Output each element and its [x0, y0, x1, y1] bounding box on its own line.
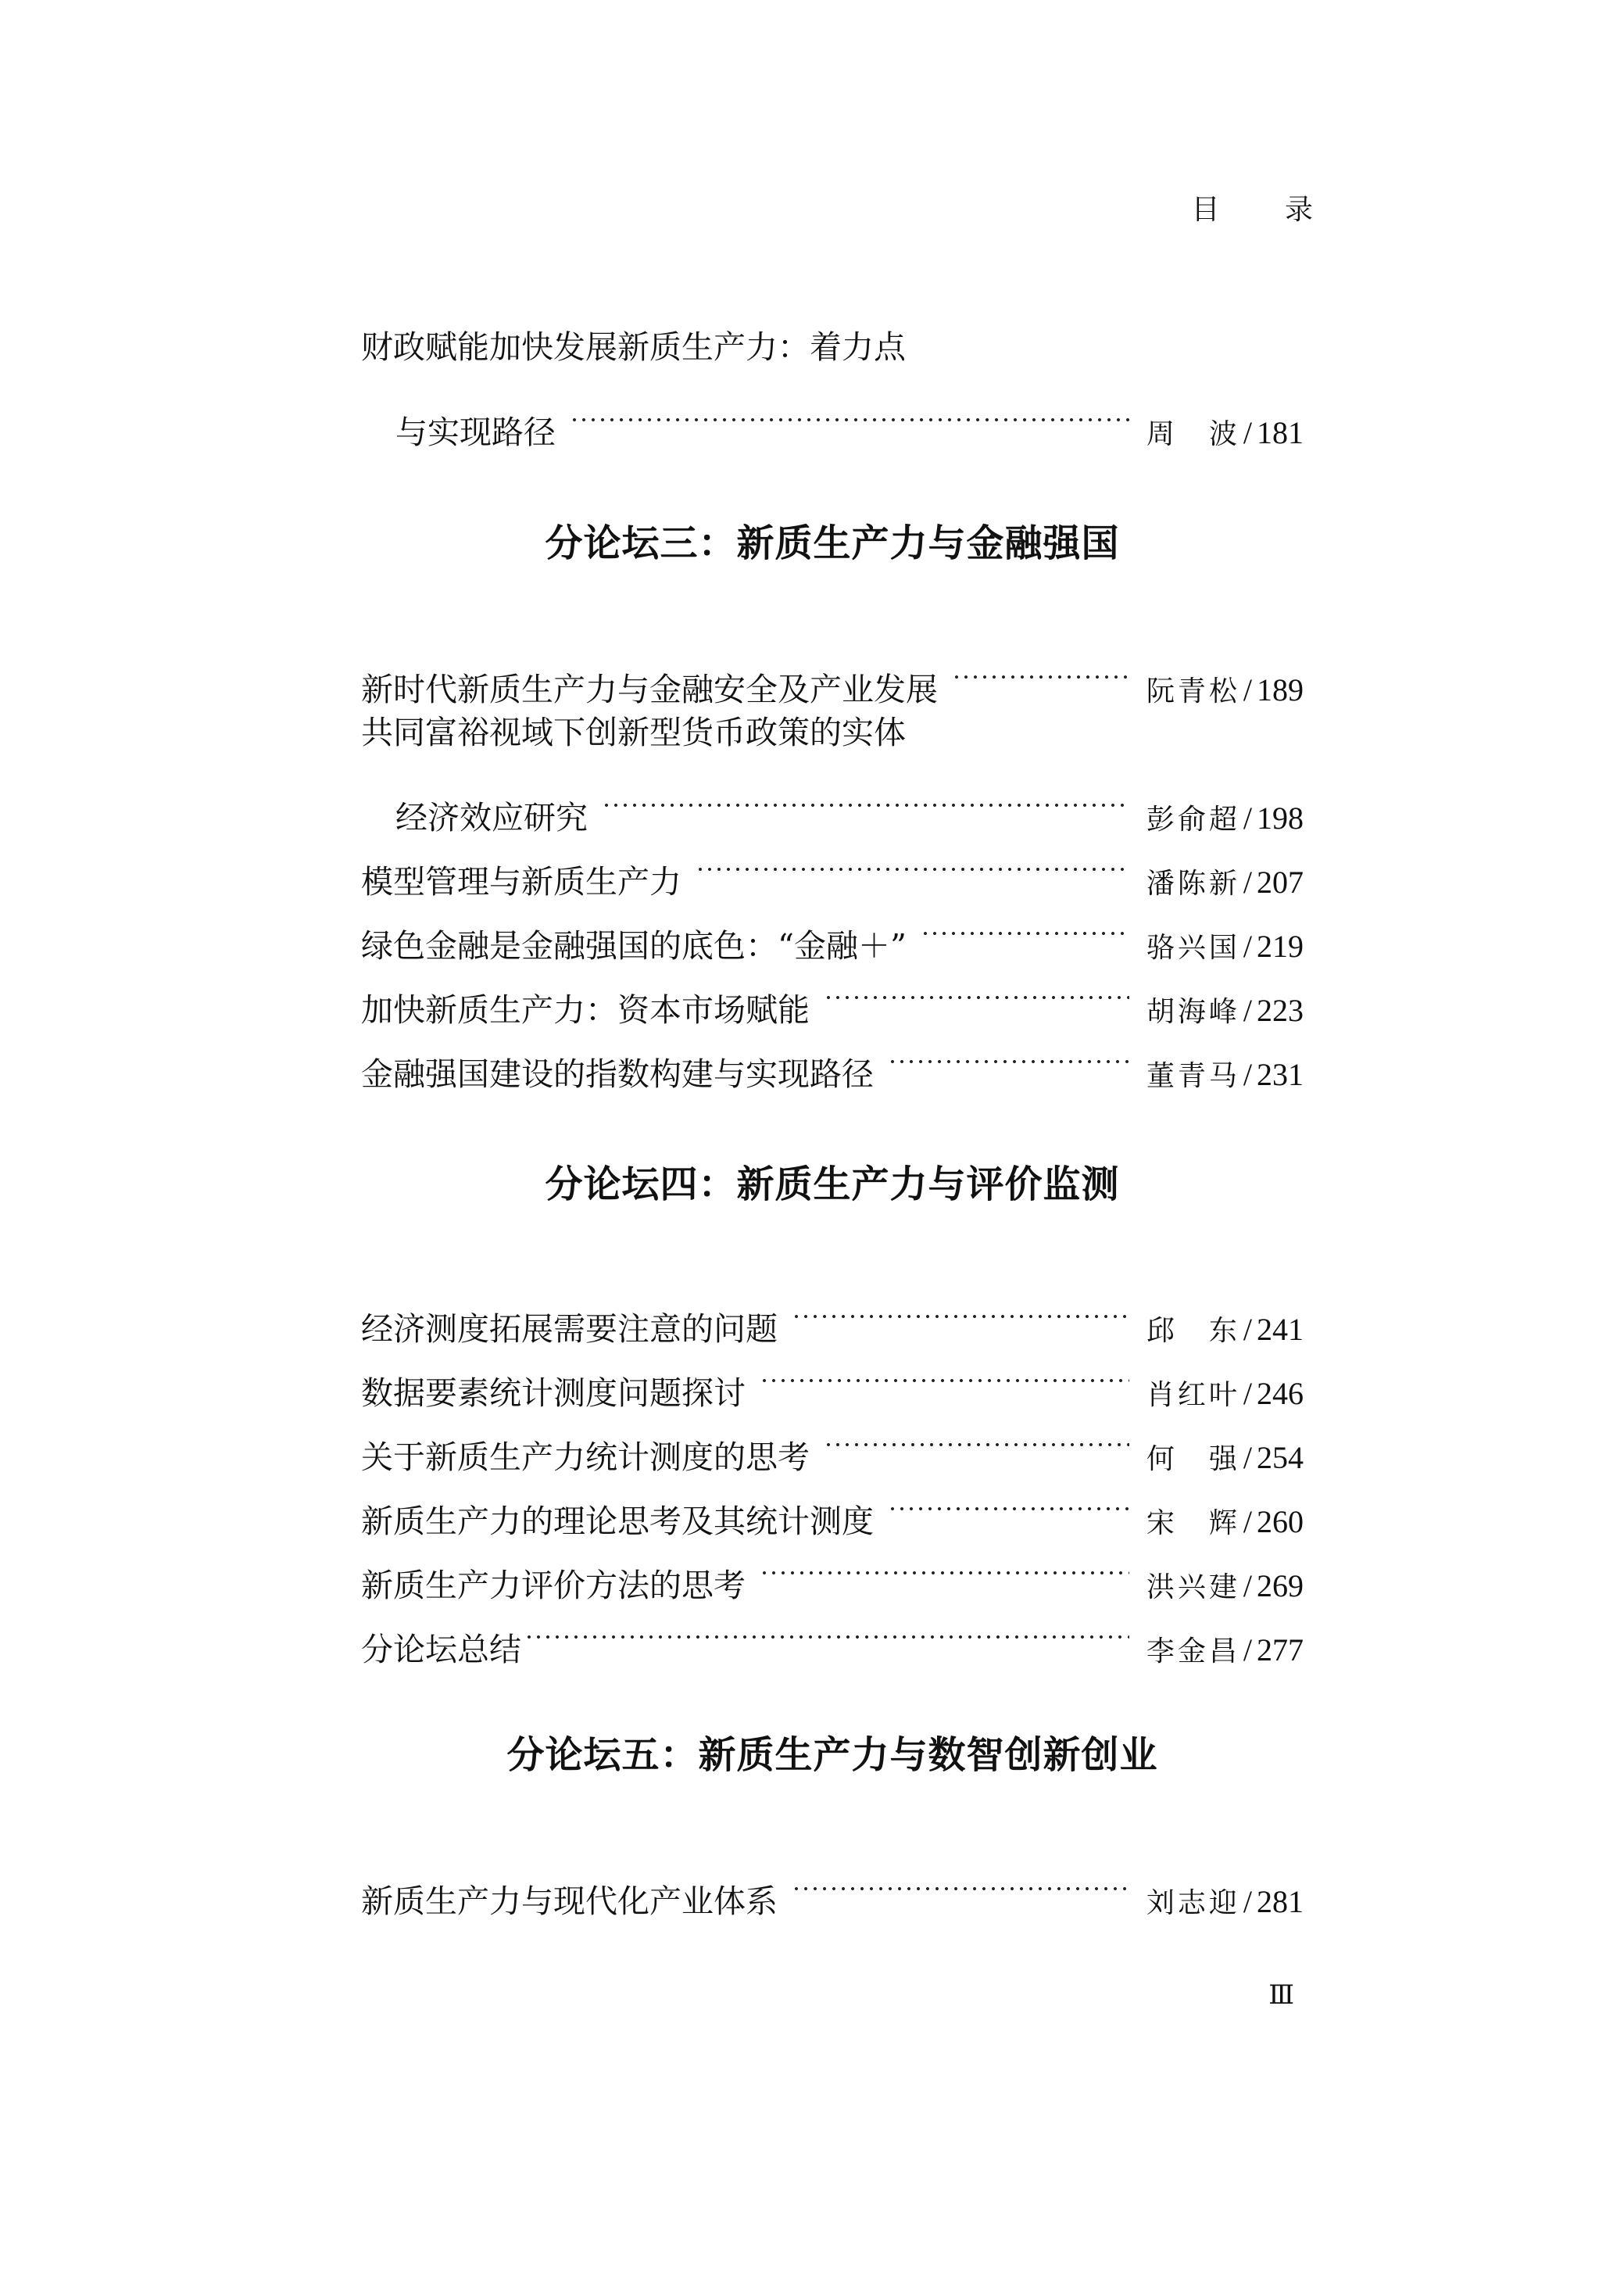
- section-heading-3: 分论坛三：新质生产力与金融强国: [545, 521, 1120, 565]
- running-head: 目 录: [1191, 194, 1341, 226]
- separator-slash: /: [1243, 801, 1252, 836]
- separator-slash: /: [1243, 1504, 1252, 1539]
- toc-entry: [361, 1596, 1304, 1668]
- leader-dots: [888, 1021, 1129, 1085]
- toc-entry: [361, 893, 1304, 965]
- entry-author: 李金昌: [1146, 1635, 1240, 1667]
- entry-page: 223: [1257, 993, 1304, 1028]
- separator-slash: /: [1243, 865, 1252, 900]
- entry-page: 241: [1257, 1312, 1304, 1347]
- entry-author: 宋 辉: [1146, 1507, 1240, 1539]
- leader-dots: [696, 829, 1129, 893]
- entry-page: 181: [1257, 415, 1304, 450]
- toc-entry: [361, 636, 1304, 708]
- entry-title: 金融强国建设的指数构建与实现路径: [361, 1055, 874, 1093]
- entry-title-line1: 共同富裕视域下创新型货币政策的实体: [361, 714, 906, 751]
- entry-author: 刘志迎: [1146, 1887, 1240, 1919]
- toc-entry-continued: [361, 765, 1304, 836]
- toc-entry: [361, 1340, 1304, 1412]
- entry-author: 阮青松: [1146, 675, 1240, 707]
- separator-slash: /: [1243, 1057, 1252, 1092]
- separator-slash: /: [1243, 1376, 1252, 1411]
- separator-slash: /: [1243, 672, 1252, 707]
- toc-entry: [361, 1404, 1304, 1476]
- separator-slash: /: [1243, 929, 1252, 964]
- leader-dots: [921, 893, 1129, 957]
- toc-entry: [361, 1276, 1304, 1348]
- separator-slash: /: [1243, 1312, 1252, 1347]
- entry-author: 骆兴国: [1146, 932, 1240, 964]
- section-heading-4: 分论坛四：新质生产力与评价监测: [545, 1162, 1120, 1206]
- entry-author: 董青马: [1146, 1060, 1240, 1092]
- entry-title-line2: 经济效应研究: [395, 799, 588, 836]
- toc-entry: [361, 1848, 1304, 1920]
- entry-page: 269: [1257, 1568, 1304, 1603]
- entry-title: 新质生产力评价方法的思考: [361, 1567, 746, 1604]
- entry-page: 189: [1257, 672, 1304, 707]
- leader-dots: [952, 636, 1129, 700]
- leader-dots: [792, 1848, 1129, 1912]
- entry-author: 洪兴建: [1146, 1571, 1240, 1603]
- toc-section-3: [361, 636, 1304, 1093]
- entry-author: 周 波: [1146, 418, 1240, 450]
- entry-page: 231: [1257, 1057, 1304, 1092]
- leader-dots: [792, 1276, 1129, 1340]
- entry-title: 加快新质生产力：资本市场赋能: [361, 991, 810, 1029]
- leader-dots: [760, 1340, 1129, 1404]
- toc-entry: [361, 700, 1304, 765]
- toc-entry: [361, 1021, 1304, 1093]
- separator-slash: /: [1243, 1884, 1252, 1919]
- leader-dots: [524, 1596, 1129, 1660]
- entry-title: 新质生产力的理论思考及其统计测度: [361, 1503, 874, 1540]
- entry-title: 关于新质生产力统计测度的思考: [361, 1438, 810, 1476]
- leader-dots: [888, 1468, 1129, 1532]
- separator-slash: /: [1243, 993, 1252, 1028]
- toc-entry: [361, 1468, 1304, 1540]
- separator-slash: /: [1243, 1568, 1252, 1603]
- entry-page: 254: [1257, 1440, 1304, 1475]
- entry-title: 新质生产力与现代化产业体系: [361, 1882, 778, 1920]
- entry-page: 260: [1257, 1504, 1304, 1539]
- entry-title-line1: 财政赋能加快发展新质生产力：着力点: [361, 328, 906, 366]
- entry-author: 邱 东: [1146, 1315, 1240, 1347]
- entry-page: 277: [1257, 1632, 1304, 1667]
- page-number: Ⅲ: [1268, 1981, 1294, 2010]
- entry-page: 198: [1257, 801, 1304, 836]
- entry-title: 绿色金融是金融强国的底色：“金融＋”: [361, 927, 907, 965]
- entry-page: 207: [1257, 865, 1304, 900]
- entry-title: 数据要素统计测度问题探讨: [361, 1374, 746, 1412]
- toc-entry: [361, 829, 1304, 901]
- entry-page: 219: [1257, 929, 1304, 964]
- entry-title-line2: 与实现路径: [395, 414, 556, 451]
- toc-block-top: [361, 315, 1304, 451]
- entry-title: 分论坛总结: [361, 1631, 521, 1668]
- toc-entry: [361, 957, 1304, 1029]
- entry-author: 肖红叶: [1146, 1379, 1240, 1411]
- separator-slash: /: [1243, 415, 1252, 450]
- leader-dots: [602, 765, 1129, 829]
- section-heading-5: 分论坛五：新质生产力与数智创新创业: [506, 1733, 1158, 1777]
- toc-entry-continued: [361, 379, 1304, 451]
- entry-author: 潘陈新: [1146, 868, 1240, 900]
- toc-entry: [361, 1532, 1304, 1604]
- entry-page: 246: [1257, 1376, 1304, 1411]
- entry-author: 何 强: [1146, 1443, 1240, 1475]
- toc-entry: [361, 315, 1304, 379]
- separator-slash: /: [1243, 1632, 1252, 1667]
- entry-author: 彭俞超: [1146, 804, 1240, 836]
- entry-title: 经济测度拓展需要注意的问题: [361, 1310, 778, 1348]
- leader-dots: [760, 1532, 1129, 1596]
- entry-title: 模型管理与新质生产力: [361, 863, 681, 901]
- leader-dots: [824, 957, 1129, 1021]
- entry-title: 新时代新质生产力与金融安全及产业发展: [361, 671, 938, 708]
- toc-section-5: [361, 1848, 1304, 1920]
- toc-section-4: [361, 1276, 1304, 1668]
- leader-dots: [824, 1404, 1129, 1468]
- separator-slash: /: [1243, 1440, 1252, 1475]
- entry-author: 胡海峰: [1146, 996, 1240, 1028]
- leader-dots: [570, 379, 1129, 443]
- entry-page: 281: [1257, 1884, 1304, 1919]
